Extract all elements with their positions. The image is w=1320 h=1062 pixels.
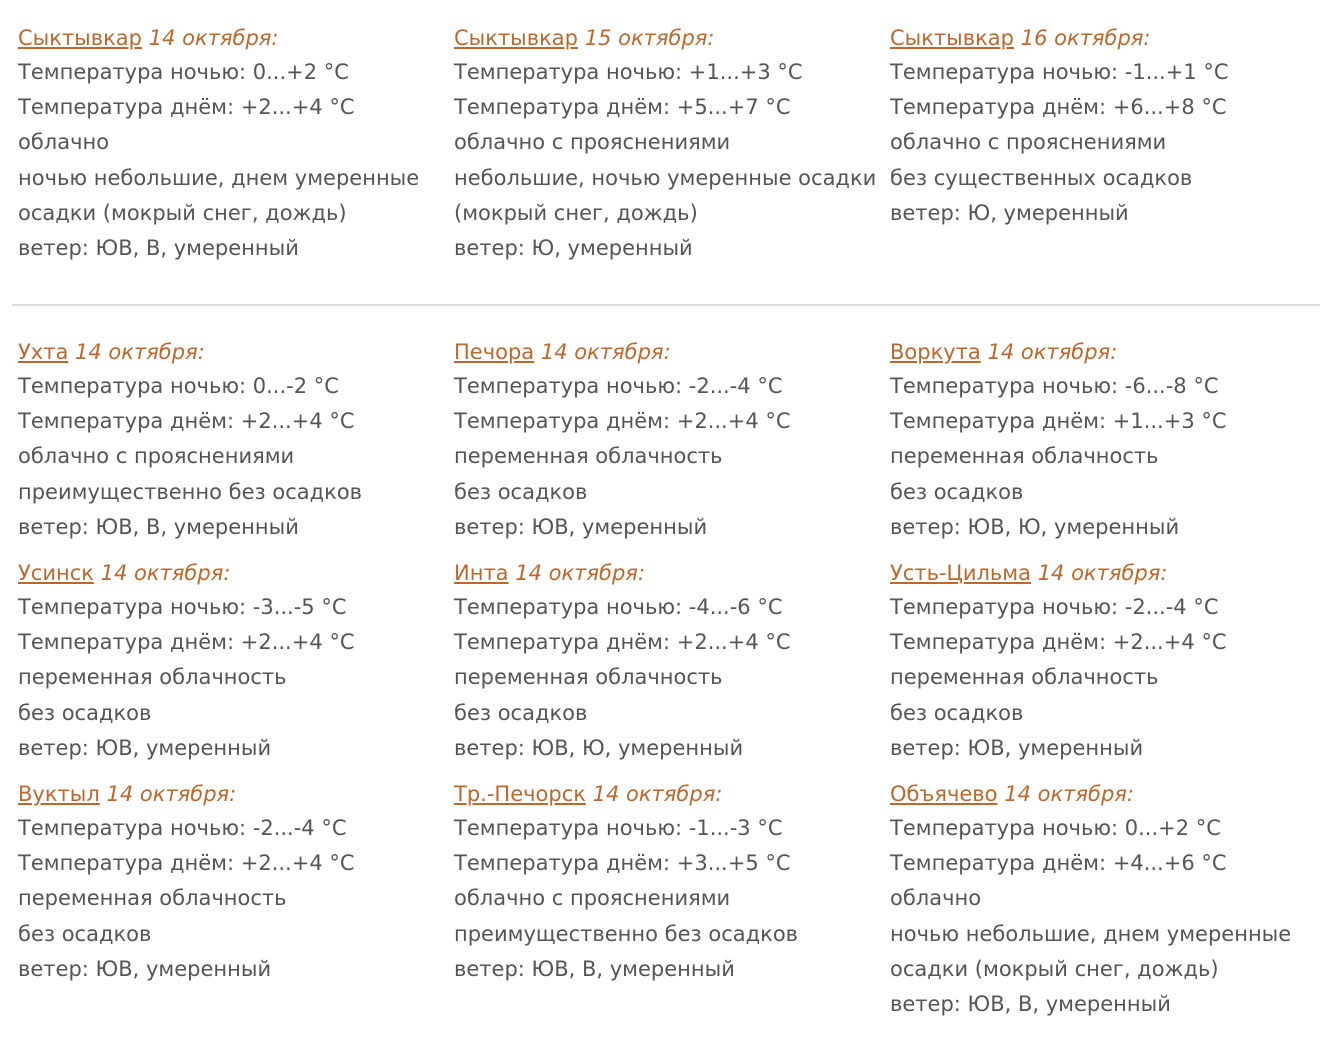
night-temperature: Температура ночью: 0...+2 °C (18, 60, 349, 84)
regional-forecast-grid (0, 336, 1320, 1022)
forecast-card (454, 557, 890, 766)
weather-line: переменная облачность (890, 665, 1159, 690)
city-link[interactable]: Вуктыл (18, 782, 100, 807)
day-temperature: Температура днём: +2...+4 °C (454, 409, 791, 434)
weather-line: облачно с прояснениями (890, 130, 1167, 155)
forecast-heading (18, 336, 454, 369)
weather-line: ветер: Ю, умеренный (454, 236, 693, 261)
day-temperature: Температура днём: +2...+4 °C (18, 95, 355, 120)
city-link[interactable]: Печора (454, 340, 535, 364)
city-link[interactable]: Усинск (18, 561, 94, 586)
day-temperature: Температура днём: +2...+4 °C (18, 630, 355, 655)
forecast-card (18, 778, 454, 1022)
weather-line: небольшие, ночью умеренные осадки (454, 165, 877, 190)
city-link[interactable]: Инта (454, 561, 509, 586)
forecast-date: 15 октября: (584, 26, 715, 50)
forecast-date: 14 октября: (148, 26, 279, 50)
weather-line: осадки (мокрый снег, дождь) (890, 956, 1219, 981)
weather-line: ветер: ЮВ, Ю, умеренный (890, 514, 1180, 539)
night-temperature: Температура ночью: -4...-6 °C (454, 595, 783, 620)
weather-line: (мокрый снег, дождь) (454, 200, 698, 225)
weather-line: без осадков (18, 921, 152, 946)
forecast-date: 14 октября: (515, 561, 646, 586)
forecast-heading (890, 336, 1320, 369)
forecast-heading (890, 778, 1320, 811)
city-link[interactable]: Сыктывкар (454, 26, 579, 50)
city-link[interactable]: Объячево (890, 782, 998, 807)
weather-line: ночью небольшие, днем умеренные (890, 921, 1292, 946)
weather-line: облачно (18, 130, 110, 155)
day-temperature: Температура днём: +4...+6 °C (890, 851, 1227, 876)
forecast-date: 14 октября: (592, 782, 723, 807)
night-temperature: Температура ночью: -2...-4 °C (18, 816, 347, 841)
forecast-card (890, 778, 1320, 1022)
weather-line: облачно с прояснениями (454, 886, 731, 911)
weather-line: ветер: ЮВ, В, умеренный (18, 514, 299, 539)
forecast-heading (454, 336, 890, 369)
forecast-heading (18, 778, 454, 811)
sыktyvkar-forecast-section (0, 22, 1320, 266)
night-temperature: Температура ночью: -6...-8 °C (890, 374, 1219, 398)
weather-line: ветер: ЮВ, умеренный (890, 735, 1144, 760)
forecast-heading (454, 557, 890, 590)
forecast-date: 16 октября: (1020, 26, 1151, 50)
forecast-date: 14 октября: (106, 782, 237, 807)
day-temperature: Температура днём: +6...+8 °C (890, 95, 1227, 120)
forecast-card (454, 778, 890, 1022)
weather-line: преимущественно без осадков (454, 921, 799, 946)
day-temperature: Температура днём: +1...+3 °C (890, 409, 1227, 434)
forecast-card (18, 22, 454, 266)
day-temperature: Температура днём: +3...+5 °C (454, 851, 791, 876)
forecast-heading (454, 778, 890, 811)
night-temperature: Температура ночью: -3...-5 °C (18, 595, 347, 620)
weather-line: без осадков (18, 700, 152, 725)
weather-line: ветер: ЮВ, умеренный (18, 735, 272, 760)
city-link[interactable]: Усть-Цильма (890, 561, 1031, 586)
weather-line: ветер: ЮВ, умеренный (18, 956, 272, 981)
forecast-card (454, 22, 890, 266)
forecast-date: 14 октября: (987, 340, 1118, 364)
city-link[interactable]: Тр.-Печорск (454, 782, 586, 807)
forecast-card (890, 336, 1320, 545)
city-link[interactable]: Ухта (18, 340, 69, 364)
weather-line: без осадков (454, 700, 588, 725)
night-temperature: Температура ночью: -2...-4 °C (890, 595, 1219, 620)
night-temperature: Температура ночью: +1...+3 °C (454, 60, 803, 84)
day-temperature: Температура днём: +2...+4 °C (890, 630, 1227, 655)
weather-line: без осадков (454, 479, 588, 504)
weather-line: без осадков (890, 479, 1024, 504)
forecast-heading (890, 22, 1320, 55)
forecast-card (454, 336, 890, 545)
weather-line: ветер: ЮВ, умеренный (454, 514, 708, 539)
weather-line: облачно с прояснениями (18, 444, 295, 469)
top-forecast-grid (0, 22, 1320, 266)
forecast-card (18, 557, 454, 766)
weather-line: осадки (мокрый снег, дождь) (18, 200, 347, 225)
forecast-card (890, 22, 1320, 266)
weather-line: переменная облачность (18, 886, 287, 911)
weather-line: ветер: ЮВ, В, умеренный (18, 236, 299, 261)
night-temperature: Температура ночью: -2...-4 °C (454, 374, 783, 398)
weather-line: ветер: ЮВ, Ю, умеренный (454, 735, 744, 760)
forecast-date: 14 октября: (540, 340, 671, 364)
day-temperature: Температура днём: +2...+4 °C (454, 630, 791, 655)
weather-line: переменная облачность (890, 444, 1159, 469)
forecast-heading (454, 22, 890, 55)
forecast-heading (18, 22, 454, 55)
forecast-card (18, 336, 454, 545)
weather-line: преимущественно без осадков (18, 479, 363, 504)
weather-line: без существенных осадков (890, 165, 1193, 190)
section-divider (12, 304, 1320, 306)
night-temperature: Температура ночью: 0...+2 °C (890, 816, 1221, 841)
city-link[interactable]: Сыктывкар (18, 26, 143, 50)
night-temperature: Температура ночью: 0...-2 °C (18, 374, 339, 398)
night-temperature: Температура ночью: -1...-3 °C (454, 816, 783, 841)
forecast-date: 14 октября: (1037, 561, 1168, 586)
weather-line: ветер: ЮВ, В, умеренный (890, 992, 1171, 1017)
regional-forecast-section (0, 336, 1320, 1022)
day-temperature: Температура днём: +5...+7 °C (454, 95, 791, 120)
forecast-card (890, 557, 1320, 766)
forecast-date: 14 октября: (100, 561, 231, 586)
weather-line: облачно с прояснениями (454, 130, 731, 155)
weather-line: ветер: Ю, умеренный (890, 200, 1129, 225)
day-temperature: Температура днём: +2...+4 °C (18, 851, 355, 876)
city-link[interactable]: Сыктывкар (890, 26, 1015, 50)
weather-line: переменная облачность (18, 665, 287, 690)
forecast-date: 14 октября: (75, 340, 205, 364)
forecast-date: 14 октября: (1004, 782, 1134, 807)
weather-line: ночью небольшие, днем умеренные (18, 165, 420, 190)
weather-line: облачно (890, 886, 982, 911)
night-temperature: Температура ночью: -1...+1 °C (890, 60, 1229, 84)
weather-line: переменная облачность (454, 444, 723, 469)
weather-line: переменная облачность (454, 665, 723, 690)
forecast-heading (18, 557, 454, 590)
city-link[interactable]: Воркута (890, 340, 981, 364)
day-temperature: Температура днём: +2...+4 °C (18, 409, 355, 434)
forecast-heading (890, 557, 1320, 590)
weather-line: без осадков (890, 700, 1024, 725)
weather-line: ветер: ЮВ, В, умеренный (454, 956, 735, 981)
